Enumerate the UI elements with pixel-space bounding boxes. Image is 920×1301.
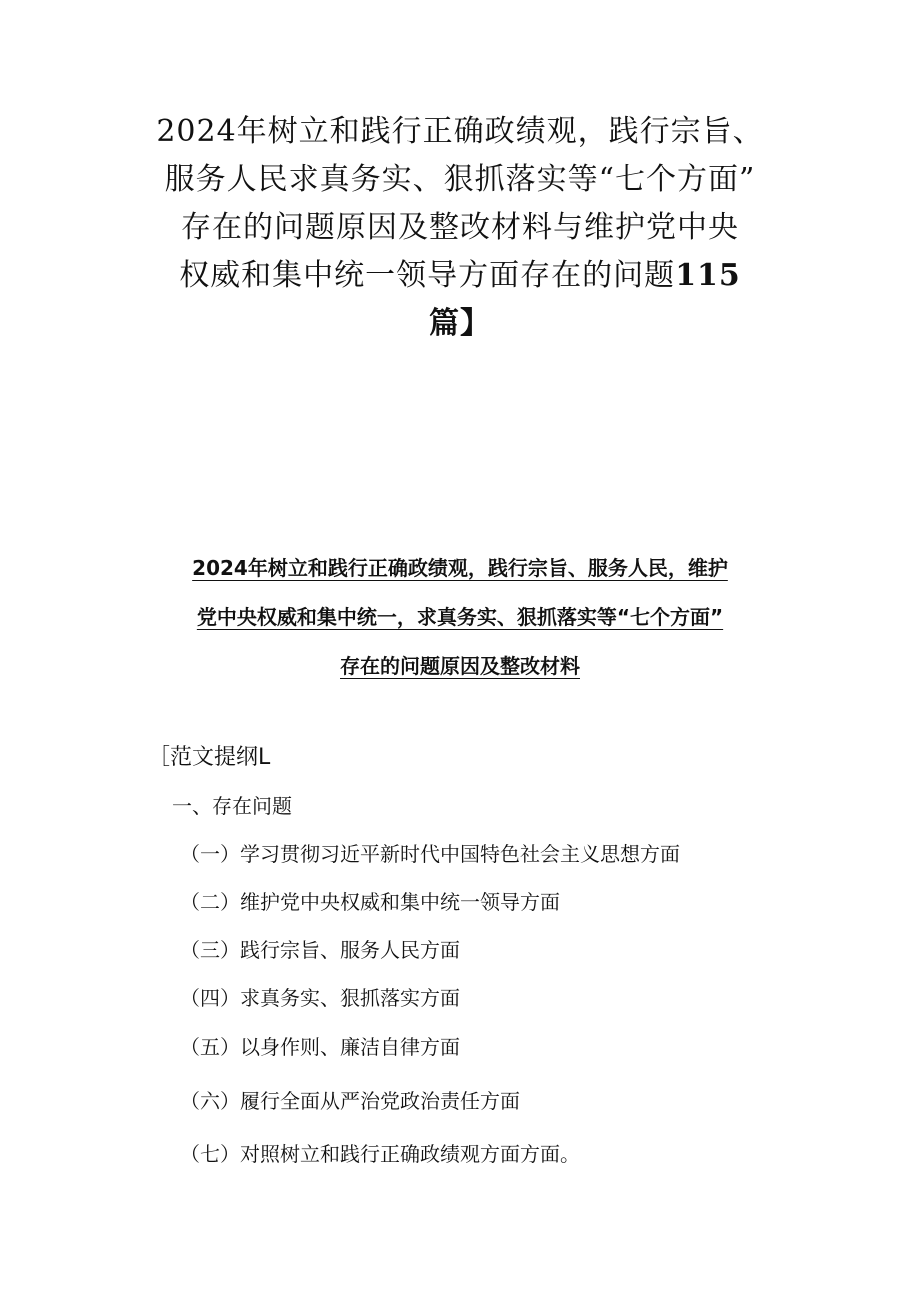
sub-title-line-3-text: 存在的问题原因及整改材料 [340,654,580,678]
main-title [110,108,810,348]
sub-title-line-2 [130,593,790,642]
main-title-line-4-text: 权威和集中统一领导方面存在的问题 [179,258,676,293]
main-title-line-2: 服务人民求真务实、狠抓落实等“七个方面” [164,162,756,197]
outline-item-2: （二）维护党中央权威和集中统一领导方面 [180,890,560,914]
section-heading: 一、存在问题 [172,794,292,818]
outline-item-4: （四）求真务实、狠抓落实方面 [180,986,460,1010]
main-title-line-4 [110,252,810,300]
outline-item-3: （三）践行宗旨、服务人民方面 [180,938,460,962]
main-title-line-3: 存在的问题原因及整改材料与维护党中央 [181,210,739,245]
sub-title-line-1 [130,544,790,593]
sub-title-line-2-text: 党中央权威和集中统一，求真务实、狠抓落实等“七个方面” [196,605,724,629]
sub-title [130,544,790,691]
outline-label: ［范文提纲L [148,745,271,770]
outline-item-5: （五）以身作则、廉洁自律方面 [180,1035,460,1059]
main-title-number: 115 [675,258,741,293]
main-title-tail: 篇】 [429,306,491,341]
outline-item-6: （六）履行全面从严治党政治责任方面 [180,1089,520,1113]
sub-title-line-3 [130,642,790,691]
outline-item-7: （七）对照树立和践行正确政绩观方面方面。 [180,1142,580,1166]
sub-title-line-1-text: 2024年树立和践行正确政绩观，践行宗旨、服务人民，维护 [192,556,728,580]
outline-item-1: （一）学习贯彻习近平新时代中国特色社会主义思想方面 [180,842,680,866]
main-title-line-1: 2024年树立和践行正确政绩观，践行宗旨、 [156,114,764,149]
